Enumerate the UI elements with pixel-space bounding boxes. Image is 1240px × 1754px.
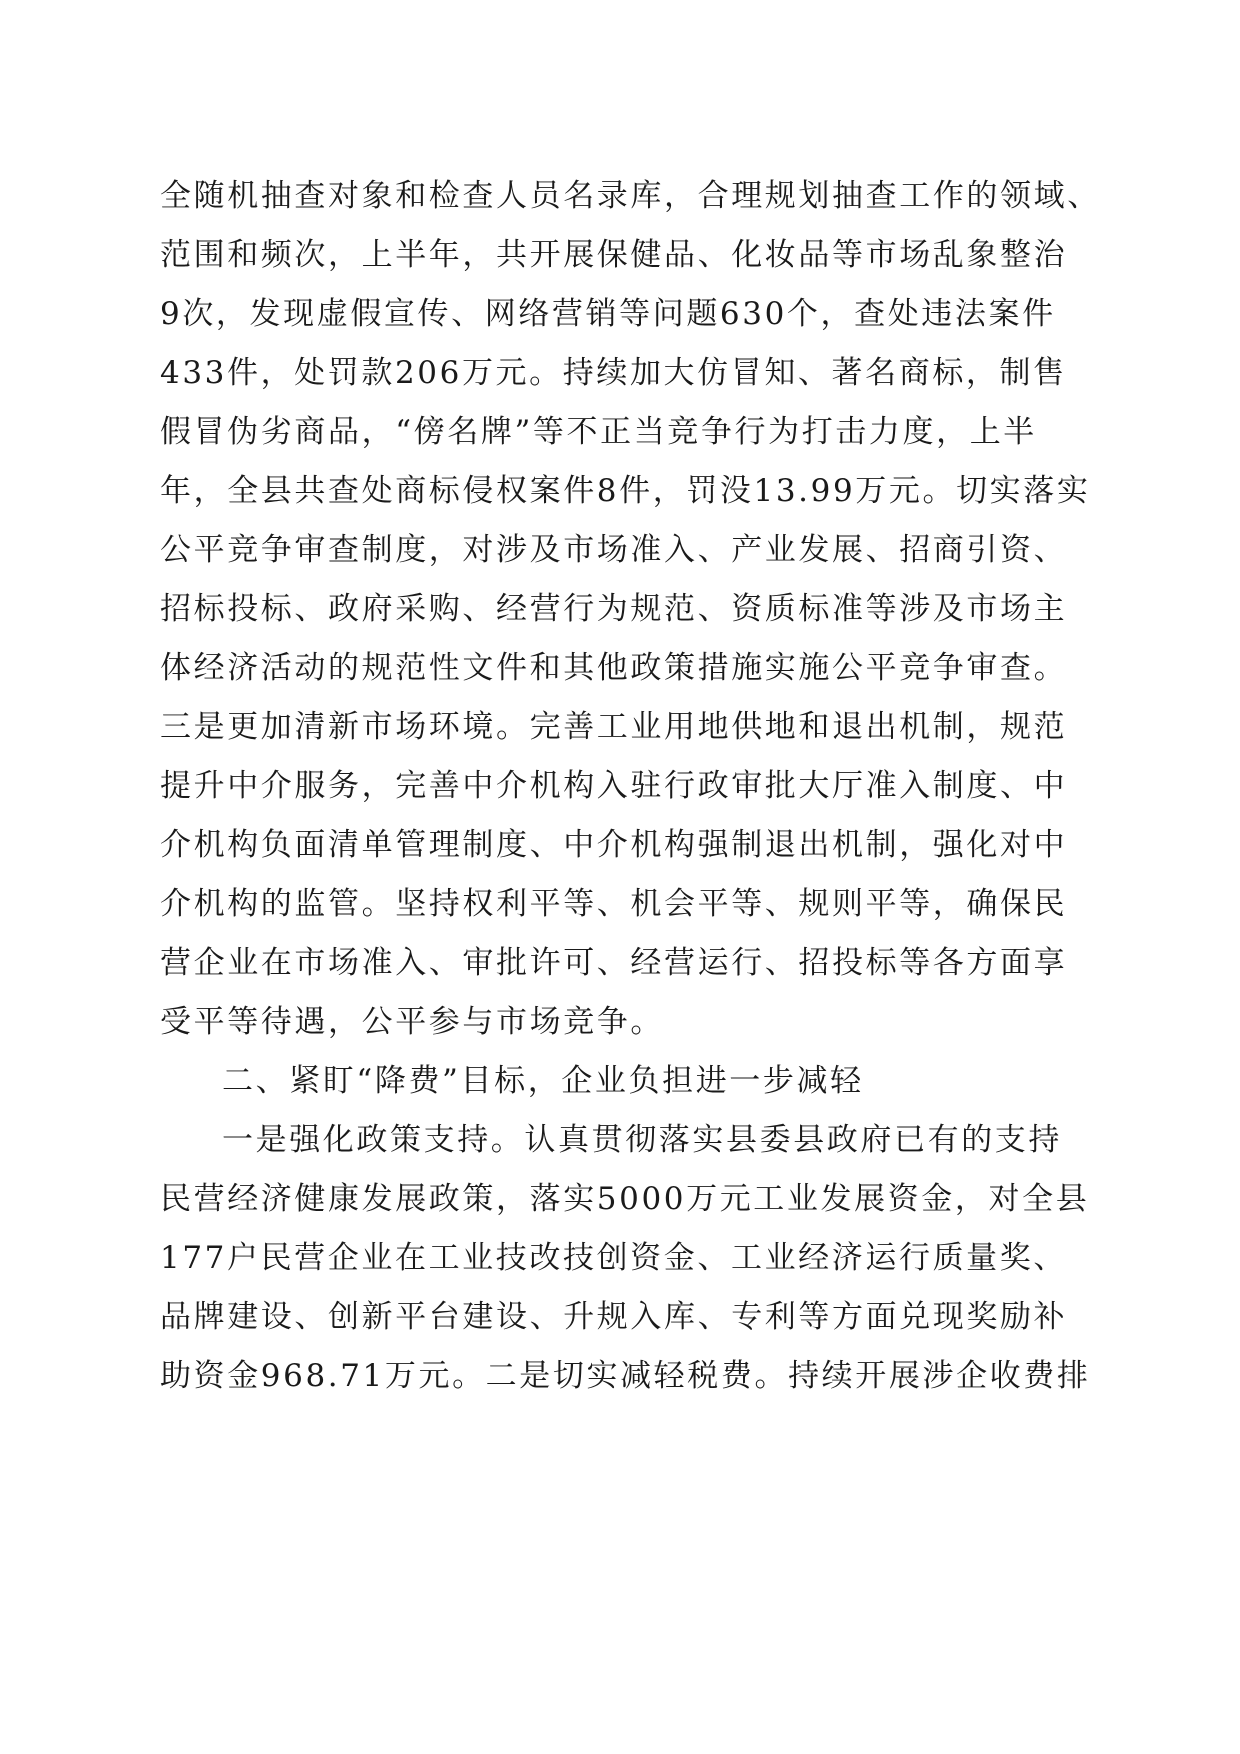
text-line: 品牌建设、创新平台建设、升规入库、专利等方面兑现奖励补 — [160, 1299, 1068, 1335]
text-line: 范围和频次，上半年，共开展保健品、化妆品等市场乱象整治 — [160, 237, 1068, 273]
text-line: 招标投标、政府采购、经营行为规范、资质标准等涉及市场主 — [160, 591, 1068, 627]
text-line: 民营经济健康发展政策，落实5000万元工业发展资金，对全县 — [160, 1181, 1090, 1217]
text-line: 营企业在市场准入、审批许可、经营运行、招投标等各方面享 — [160, 945, 1068, 981]
text-line: 公平竞争审查制度，对涉及市场准入、产业发展、招商引资、 — [160, 532, 1068, 568]
text-line: 介机构负面清单管理制度、中介机构强制退出机制，强化对中 — [160, 827, 1068, 863]
paragraph-first-line: 一是强化政策支持。认真贯彻落实县委县政府已有的支持 — [222, 1122, 1062, 1158]
text-line: 助资金968.71万元。二是切实减轻税费。持续开展涉企收费排 — [160, 1358, 1091, 1394]
text-line: 433件，处罚款206万元。持续加大仿冒知、著名商标，制售 — [160, 355, 1067, 391]
text-line: 全随机抽查对象和检查人员名录库，合理规划抽查工作的领域、 — [160, 178, 1101, 214]
text-line: 提升中介服务，完善中介机构入驻行政审批大厅准入制度、中 — [160, 768, 1068, 804]
text-line: 177户民营企业在工业技改技创资金、工业经济运行质量奖、 — [160, 1240, 1067, 1276]
text-line: 假冒伪劣商品，“傍名牌”等不正当竞争行为打击力度，上半 — [160, 414, 1037, 450]
section-heading: 二、紧盯“降费”目标，企业负担进一步减轻 — [222, 1063, 864, 1099]
text-line: 9次，发现虚假宣传、网络营销等问题630个，查处违法案件 — [160, 296, 1056, 332]
text-line: 三是更加清新市场环境。完善工业用地供地和退出机制，规范 — [160, 709, 1068, 745]
text-line: 受平等待遇，公平参与市场竞争。 — [160, 1004, 664, 1040]
text-line: 体经济活动的规范性文件和其他政策措施实施公平竞争审查。 — [160, 650, 1068, 686]
text-line: 介机构的监管。坚持权利平等、机会平等、规则平等，确保民 — [160, 886, 1068, 922]
text-line: 年，全县共查处商标侵权案件8件，罚没13.99万元。切实落实 — [160, 473, 1091, 509]
